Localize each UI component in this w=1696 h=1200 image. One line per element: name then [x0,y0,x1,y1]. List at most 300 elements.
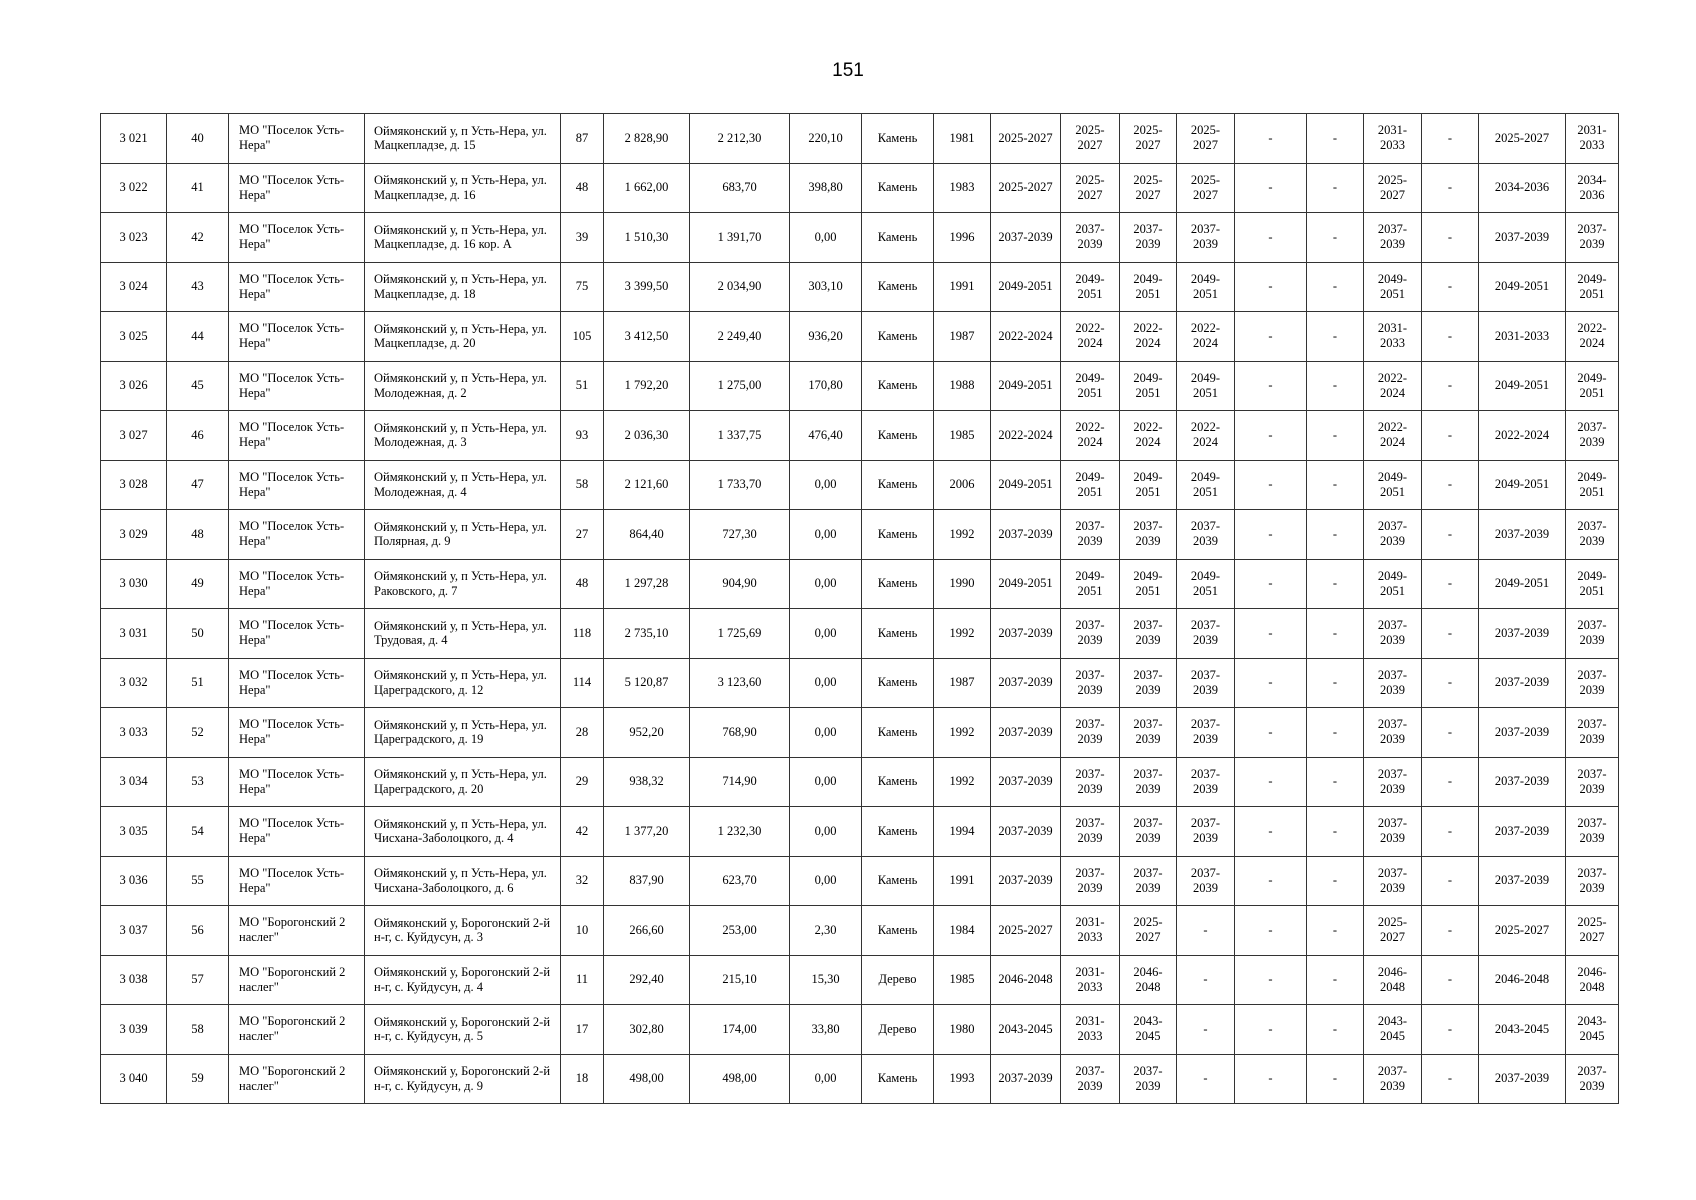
period-col-8-cell: - [1422,807,1479,857]
residents-count-cell: 87 [561,114,604,164]
municipality-cell: МО "Поселок Усть-Нера" [229,361,365,411]
period-col-7-cell: 2049-2051 [1364,262,1422,312]
table-row [101,955,1619,1005]
construction-year-cell: 1996 [934,213,991,263]
period-col-10-cell: 2031-2033 [1566,114,1619,164]
period-col-10-cell: 2037-2039 [1566,856,1619,906]
period-col-3-cell: 2025-2027 [1120,163,1177,213]
address-cell: Оймяконский у, п Усть-Нера, ул. Мацкепладзе, д. 15 [365,114,561,164]
period-col-5-cell: - [1235,510,1307,560]
period-col-4-cell: 2049-2051 [1177,559,1235,609]
period-col-2-cell: 2049-2051 [1061,559,1120,609]
period-col-6-cell: - [1307,955,1364,1005]
period-col-6-cell: - [1307,609,1364,659]
period-col-6-cell: - [1307,1005,1364,1055]
residents-count-cell: 93 [561,411,604,461]
living-area-cell: 215,10 [690,955,790,1005]
total-area-cell: 864,40 [604,510,690,560]
period-col-4-cell: - [1177,1054,1235,1104]
period-col-9-cell: 2037-2039 [1479,1054,1566,1104]
address-cell: Оймяконский у, п Усть-Нера, ул. Мацкепладзе, д. 16 [365,163,561,213]
registry-number-cell: 3 021 [101,114,167,164]
address-cell: Оймяконский у, п Усть-Нера, ул. Мацкепладзе, д. 16 кор. А [365,213,561,263]
nonresidential-area-cell: 0,00 [790,658,862,708]
registry-number-cell: 3 022 [101,163,167,213]
period-col-9-cell: 2022-2024 [1479,411,1566,461]
period-col-8-cell: - [1422,213,1479,263]
period-col-5-cell: - [1235,213,1307,263]
period-col-10-cell: 2037-2039 [1566,411,1619,461]
period-col-4-cell: 2037-2039 [1177,213,1235,263]
period-col-8-cell: - [1422,411,1479,461]
registry-number-cell: 3 033 [101,708,167,758]
address-cell: Оймяконский у, п Усть-Нера, ул. Чисхана-Заболоцкого, д. 4 [365,807,561,857]
address-cell: Оймяконский у, п Усть-Нера, ул. Трудовая, д. 4 [365,609,561,659]
period-col-6-cell: - [1307,1054,1364,1104]
period-col-6-cell: - [1307,658,1364,708]
table-row [101,1054,1619,1104]
nonresidential-area-cell: 0,00 [790,609,862,659]
living-area-cell: 1 275,00 [690,361,790,411]
registry-number-cell: 3 023 [101,213,167,263]
period-col-5-cell: - [1235,708,1307,758]
period-col-8-cell: - [1422,460,1479,510]
nonresidential-area-cell: 0,00 [790,708,862,758]
period-col-10-cell: 2037-2039 [1566,609,1619,659]
period-col-6-cell: - [1307,757,1364,807]
row-number-cell: 55 [167,856,229,906]
nonresidential-area-cell: 0,00 [790,1054,862,1104]
period-col-2-cell: 2022-2024 [1061,312,1120,362]
address-cell: Оймяконский у, Борогонский 2-й н-г, с. Куйдусун, д. 3 [365,906,561,956]
period-col-3-cell: 2025-2027 [1120,114,1177,164]
period-col-6-cell: - [1307,163,1364,213]
municipality-cell: МО "Поселок Усть-Нера" [229,213,365,263]
municipality-cell: МО "Поселок Усть-Нера" [229,856,365,906]
period-col-4-cell: 2037-2039 [1177,757,1235,807]
total-area-cell: 2 735,10 [604,609,690,659]
period-col-5-cell: - [1235,559,1307,609]
period-col-5-cell: - [1235,1005,1307,1055]
municipality-cell: МО "Поселок Усть-Нера" [229,411,365,461]
period-col-6-cell: - [1307,856,1364,906]
registry-number-cell: 3 039 [101,1005,167,1055]
wall-material-cell: Камень [862,708,934,758]
total-area-cell: 1 297,28 [604,559,690,609]
residents-count-cell: 10 [561,906,604,956]
period-col-10-cell: 2037-2039 [1566,807,1619,857]
period-col-3-cell: 2037-2039 [1120,856,1177,906]
wall-material-cell: Дерево [862,1005,934,1055]
row-number-cell: 57 [167,955,229,1005]
period-col-9-cell: 2031-2033 [1479,312,1566,362]
period-col-1-cell: 2049-2051 [991,262,1061,312]
table-row [101,114,1619,164]
registry-number-cell: 3 029 [101,510,167,560]
period-col-1-cell: 2046-2048 [991,955,1061,1005]
address-cell: Оймяконский у, п Усть-Нера, ул. Цареградского, д. 12 [365,658,561,708]
period-col-6-cell: - [1307,114,1364,164]
nonresidential-area-cell: 0,00 [790,807,862,857]
table-row [101,1005,1619,1055]
period-col-4-cell: 2037-2039 [1177,510,1235,560]
period-col-5-cell: - [1235,757,1307,807]
registry-number-cell: 3 025 [101,312,167,362]
total-area-cell: 1 662,00 [604,163,690,213]
period-col-7-cell: 2025-2027 [1364,163,1422,213]
registry-number-cell: 3 037 [101,906,167,956]
period-col-9-cell: 2037-2039 [1479,757,1566,807]
table-row [101,460,1619,510]
construction-year-cell: 1992 [934,609,991,659]
nonresidential-area-cell: 0,00 [790,757,862,807]
construction-year-cell: 1985 [934,955,991,1005]
construction-year-cell: 1983 [934,163,991,213]
wall-material-cell: Камень [862,510,934,560]
period-col-7-cell: 2037-2039 [1364,757,1422,807]
period-col-9-cell: 2049-2051 [1479,262,1566,312]
period-col-4-cell: 2022-2024 [1177,411,1235,461]
living-area-cell: 1 337,75 [690,411,790,461]
period-col-5-cell: - [1235,114,1307,164]
period-col-7-cell: 2022-2024 [1364,411,1422,461]
period-col-2-cell: 2037-2039 [1061,609,1120,659]
period-col-10-cell: 2037-2039 [1566,658,1619,708]
period-col-2-cell: 2037-2039 [1061,213,1120,263]
period-col-7-cell: 2037-2039 [1364,856,1422,906]
period-col-1-cell: 2022-2024 [991,312,1061,362]
living-area-cell: 174,00 [690,1005,790,1055]
period-col-7-cell: 2025-2027 [1364,906,1422,956]
period-col-3-cell: 2049-2051 [1120,559,1177,609]
address-cell: Оймяконский у, п Усть-Нера, ул. Молодежная, д. 4 [365,460,561,510]
total-area-cell: 938,32 [604,757,690,807]
period-col-1-cell: 2049-2051 [991,460,1061,510]
period-col-4-cell: 2037-2039 [1177,856,1235,906]
living-area-cell: 498,00 [690,1054,790,1104]
registry-number-cell: 3 026 [101,361,167,411]
residents-count-cell: 75 [561,262,604,312]
total-area-cell: 5 120,87 [604,658,690,708]
period-col-10-cell: 2049-2051 [1566,460,1619,510]
construction-year-cell: 1994 [934,807,991,857]
period-col-8-cell: - [1422,559,1479,609]
period-col-2-cell: 2031-2033 [1061,955,1120,1005]
total-area-cell: 2 036,30 [604,411,690,461]
period-col-8-cell: - [1422,262,1479,312]
period-col-4-cell: 2037-2039 [1177,708,1235,758]
period-col-7-cell: 2037-2039 [1364,213,1422,263]
period-col-4-cell: 2037-2039 [1177,807,1235,857]
residents-count-cell: 42 [561,807,604,857]
period-col-2-cell: 2037-2039 [1061,856,1120,906]
period-col-1-cell: 2025-2027 [991,906,1061,956]
residents-count-cell: 17 [561,1005,604,1055]
period-col-10-cell: 2025-2027 [1566,906,1619,956]
period-col-9-cell: 2037-2039 [1479,856,1566,906]
period-col-7-cell: 2049-2051 [1364,460,1422,510]
period-col-5-cell: - [1235,163,1307,213]
period-col-1-cell: 2037-2039 [991,856,1061,906]
period-col-7-cell: 2049-2051 [1364,559,1422,609]
period-col-1-cell: 2022-2024 [991,411,1061,461]
total-area-cell: 292,40 [604,955,690,1005]
period-col-6-cell: - [1307,312,1364,362]
period-col-9-cell: 2049-2051 [1479,559,1566,609]
row-number-cell: 44 [167,312,229,362]
municipality-cell: МО "Поселок Усть-Нера" [229,559,365,609]
period-col-7-cell: 2031-2033 [1364,114,1422,164]
period-col-8-cell: - [1422,1005,1479,1055]
period-col-4-cell: 2049-2051 [1177,361,1235,411]
table-row [101,856,1619,906]
period-col-6-cell: - [1307,460,1364,510]
living-area-cell: 683,70 [690,163,790,213]
wall-material-cell: Камень [862,1054,934,1104]
municipality-cell: МО "Поселок Усть-Нера" [229,658,365,708]
nonresidential-area-cell: 15,30 [790,955,862,1005]
address-cell: Оймяконский у, п Усть-Нера, ул. Молодежная, д. 2 [365,361,561,411]
period-col-7-cell: 2037-2039 [1364,1054,1422,1104]
period-col-10-cell: 2037-2039 [1566,708,1619,758]
registry-number-cell: 3 040 [101,1054,167,1104]
living-area-cell: 1 733,70 [690,460,790,510]
wall-material-cell: Камень [862,262,934,312]
period-col-1-cell: 2037-2039 [991,213,1061,263]
construction-year-cell: 1987 [934,312,991,362]
period-col-8-cell: - [1422,658,1479,708]
period-col-8-cell: - [1422,163,1479,213]
living-area-cell: 2 212,30 [690,114,790,164]
municipality-cell: МО "Борогонский 2 наслег" [229,955,365,1005]
table-body [101,114,1619,1104]
nonresidential-area-cell: 220,10 [790,114,862,164]
address-cell: Оймяконский у, Борогонский 2-й н-г, с. Куйдусун, д. 9 [365,1054,561,1104]
period-col-6-cell: - [1307,262,1364,312]
municipality-cell: МО "Борогонский 2 наслег" [229,906,365,956]
nonresidential-area-cell: 0,00 [790,559,862,609]
period-col-8-cell: - [1422,856,1479,906]
table-row [101,757,1619,807]
period-col-4-cell: - [1177,1005,1235,1055]
residents-count-cell: 48 [561,163,604,213]
period-col-8-cell: - [1422,906,1479,956]
residents-count-cell: 39 [561,213,604,263]
period-col-5-cell: - [1235,955,1307,1005]
construction-year-cell: 1987 [934,658,991,708]
row-number-cell: 56 [167,906,229,956]
period-col-7-cell: 2031-2033 [1364,312,1422,362]
period-col-2-cell: 2037-2039 [1061,757,1120,807]
wall-material-cell: Камень [862,559,934,609]
period-col-9-cell: 2049-2051 [1479,460,1566,510]
construction-year-cell: 2006 [934,460,991,510]
period-col-4-cell: 2049-2051 [1177,460,1235,510]
municipality-cell: МО "Поселок Усть-Нера" [229,757,365,807]
period-col-3-cell: 2049-2051 [1120,361,1177,411]
living-area-cell: 1 232,30 [690,807,790,857]
wall-material-cell: Камень [862,658,934,708]
wall-material-cell: Камень [862,312,934,362]
period-col-3-cell: 2049-2051 [1120,460,1177,510]
row-number-cell: 54 [167,807,229,857]
residents-count-cell: 48 [561,559,604,609]
residents-count-cell: 118 [561,609,604,659]
period-col-3-cell: 2037-2039 [1120,708,1177,758]
period-col-3-cell: 2049-2051 [1120,262,1177,312]
nonresidential-area-cell: 476,40 [790,411,862,461]
total-area-cell: 2 121,60 [604,460,690,510]
table-row [101,658,1619,708]
period-col-3-cell: 2022-2024 [1120,312,1177,362]
period-col-1-cell: 2037-2039 [991,609,1061,659]
living-area-cell: 1 391,70 [690,213,790,263]
row-number-cell: 40 [167,114,229,164]
registry-number-cell: 3 030 [101,559,167,609]
wall-material-cell: Камень [862,411,934,461]
period-col-8-cell: - [1422,114,1479,164]
row-number-cell: 58 [167,1005,229,1055]
residents-count-cell: 32 [561,856,604,906]
period-col-9-cell: 2037-2039 [1479,609,1566,659]
period-col-2-cell: 2037-2039 [1061,807,1120,857]
table-row [101,262,1619,312]
nonresidential-area-cell: 303,10 [790,262,862,312]
residents-count-cell: 11 [561,955,604,1005]
registry-number-cell: 3 036 [101,856,167,906]
period-col-10-cell: 2037-2039 [1566,213,1619,263]
period-col-7-cell: 2037-2039 [1364,510,1422,560]
living-area-cell: 768,90 [690,708,790,758]
address-cell: Оймяконский у, Борогонский 2-й н-г, с. Куйдусун, д. 4 [365,955,561,1005]
municipality-cell: МО "Поселок Усть-Нера" [229,510,365,560]
nonresidential-area-cell: 0,00 [790,460,862,510]
municipality-cell: МО "Борогонский 2 наслег" [229,1005,365,1055]
period-col-2-cell: 2025-2027 [1061,163,1120,213]
total-area-cell: 837,90 [604,856,690,906]
nonresidential-area-cell: 0,00 [790,856,862,906]
period-col-8-cell: - [1422,757,1479,807]
period-col-4-cell: 2025-2027 [1177,163,1235,213]
period-col-10-cell: 2034-2036 [1566,163,1619,213]
address-cell: Оймяконский у, п Усть-Нера, ул. Цареградского, д. 19 [365,708,561,758]
period-col-2-cell: 2022-2024 [1061,411,1120,461]
period-col-9-cell: 2037-2039 [1479,213,1566,263]
total-area-cell: 266,60 [604,906,690,956]
residents-count-cell: 29 [561,757,604,807]
municipality-cell: МО "Поселок Усть-Нера" [229,312,365,362]
row-number-cell: 52 [167,708,229,758]
period-col-6-cell: - [1307,559,1364,609]
table-row [101,411,1619,461]
row-number-cell: 51 [167,658,229,708]
period-col-4-cell: - [1177,955,1235,1005]
period-col-1-cell: 2025-2027 [991,163,1061,213]
period-col-5-cell: - [1235,906,1307,956]
period-col-10-cell: 2022-2024 [1566,312,1619,362]
period-col-2-cell: 2037-2039 [1061,1054,1120,1104]
period-col-6-cell: - [1307,510,1364,560]
total-area-cell: 952,20 [604,708,690,758]
registry-number-cell: 3 038 [101,955,167,1005]
period-col-6-cell: - [1307,906,1364,956]
construction-year-cell: 1993 [934,1054,991,1104]
registry-number-cell: 3 024 [101,262,167,312]
construction-year-cell: 1981 [934,114,991,164]
period-col-3-cell: 2037-2039 [1120,658,1177,708]
municipality-cell: МО "Поселок Усть-Нера" [229,708,365,758]
period-col-1-cell: 2043-2045 [991,1005,1061,1055]
period-col-6-cell: - [1307,411,1364,461]
period-col-6-cell: - [1307,807,1364,857]
period-col-5-cell: - [1235,411,1307,461]
living-area-cell: 2 034,90 [690,262,790,312]
period-col-9-cell: 2025-2027 [1479,906,1566,956]
period-col-6-cell: - [1307,361,1364,411]
living-area-cell: 2 249,40 [690,312,790,362]
period-col-3-cell: 2037-2039 [1120,757,1177,807]
living-area-cell: 714,90 [690,757,790,807]
period-col-5-cell: - [1235,807,1307,857]
residents-count-cell: 18 [561,1054,604,1104]
row-number-cell: 59 [167,1054,229,1104]
period-col-2-cell: 2049-2051 [1061,460,1120,510]
period-col-2-cell: 2025-2027 [1061,114,1120,164]
registry-number-cell: 3 034 [101,757,167,807]
period-col-3-cell: 2043-2045 [1120,1005,1177,1055]
total-area-cell: 3 399,50 [604,262,690,312]
period-col-6-cell: - [1307,708,1364,758]
nonresidential-area-cell: 33,80 [790,1005,862,1055]
period-col-9-cell: 2043-2045 [1479,1005,1566,1055]
living-area-cell: 1 725,69 [690,609,790,659]
period-col-8-cell: - [1422,361,1479,411]
period-col-7-cell: 2043-2045 [1364,1005,1422,1055]
period-col-4-cell: 2037-2039 [1177,609,1235,659]
nonresidential-area-cell: 0,00 [790,213,862,263]
period-col-1-cell: 2037-2039 [991,510,1061,560]
period-col-5-cell: - [1235,262,1307,312]
wall-material-cell: Камень [862,807,934,857]
period-col-8-cell: - [1422,955,1479,1005]
wall-material-cell: Камень [862,114,934,164]
table-row [101,559,1619,609]
wall-material-cell: Камень [862,906,934,956]
period-col-9-cell: 2034-2036 [1479,163,1566,213]
period-col-4-cell: 2037-2039 [1177,658,1235,708]
nonresidential-area-cell: 936,20 [790,312,862,362]
period-col-1-cell: 2049-2051 [991,559,1061,609]
nonresidential-area-cell: 0,00 [790,510,862,560]
period-col-2-cell: 2037-2039 [1061,658,1120,708]
period-col-1-cell: 2037-2039 [991,757,1061,807]
period-col-3-cell: 2037-2039 [1120,213,1177,263]
residents-count-cell: 105 [561,312,604,362]
table-row [101,906,1619,956]
period-col-2-cell: 2049-2051 [1061,262,1120,312]
residents-count-cell: 28 [561,708,604,758]
period-col-5-cell: - [1235,658,1307,708]
total-area-cell: 1 792,20 [604,361,690,411]
period-col-8-cell: - [1422,312,1479,362]
row-number-cell: 47 [167,460,229,510]
period-col-1-cell: 2037-2039 [991,708,1061,758]
table-row [101,361,1619,411]
wall-material-cell: Камень [862,460,934,510]
municipality-cell: МО "Поселок Усть-Нера" [229,114,365,164]
period-col-5-cell: - [1235,361,1307,411]
period-col-1-cell: 2025-2027 [991,114,1061,164]
